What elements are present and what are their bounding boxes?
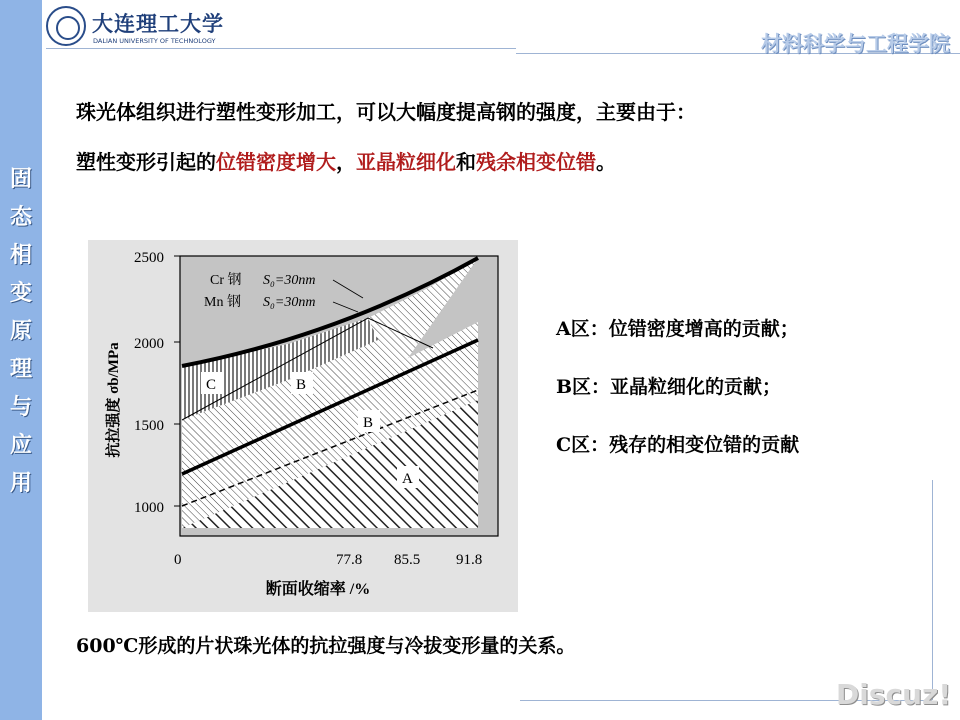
strength-chart [88,240,518,612]
intro-line-2 [76,146,616,175]
sidebar-char: 理 [9,356,32,382]
intro-separator: ， [336,150,356,174]
sidebar-char: 固 [9,166,32,192]
strength-chart-figure [88,240,518,612]
sidebar [0,0,42,720]
y-tick-label-1000: 1000 [134,500,164,516]
watermark: Discuz! [836,678,952,711]
sidebar-char: 原 [9,318,32,344]
region-label-a: A [402,471,413,487]
note-region-c: C区：残存的相变位错的贡献 [556,434,800,456]
legend-cr-param: S₀=30nm [263,273,316,288]
sidebar-char: 与 [9,394,32,420]
intro-and: 和 [456,150,476,174]
figure-caption: 600℃形成的片状珠光体的抗拉强度与冷拔变形量的关系。 [76,635,576,657]
region-label-c: C [206,377,217,393]
sidebar-char: 变 [9,280,32,306]
region-label-b1: B [296,377,307,393]
note-region-a: A区：位错密度增高的贡献； [556,318,799,340]
intro-prefix: 塑性变形引起的 [76,150,216,174]
intro-end: 。 [596,150,616,174]
y-tick-label-2000: 2000 [134,336,164,352]
highlight-subgrain-refinement: 亚晶粒细化 [356,150,456,174]
x-tick-label-85-5: 85.5 [394,552,421,568]
x-tick-label-0: 0 [174,552,182,568]
university-seal-icon [46,6,86,46]
x-tick-label-91-8: 91.8 [456,552,483,568]
sidebar-char: 态 [9,204,32,230]
region-label-b2: B [363,415,374,431]
header [42,0,960,60]
x-axis-label: 断面收缩率 /% [265,581,371,598]
university-logo [46,6,256,50]
legend-mn-steel: Mn 钢 [204,295,241,310]
school-name: 材料科学与工程学院 [761,31,950,56]
legend-cr-steel: Cr 钢 [210,273,242,288]
sidebar-char: 相 [9,242,32,268]
sidebar-title [0,160,42,502]
y-axis-label: 抗拉强度 σb/MPa [106,342,122,458]
highlight-residual-dislocations: 残余相变位错 [476,150,596,174]
note-region-b: B区：亚晶粒细化的贡献； [556,376,782,398]
intro-line-1: 珠光体组织进行塑性变形加工，可以大幅度提高钢的强度，主要由于： [76,100,696,124]
header-divider [46,48,516,49]
highlight-dislocation-density: 位错密度增大 [216,150,336,174]
y-tick-label-2500: 2500 [134,250,164,266]
logo-english-name: DALIAN UNIVERSITY OF TECHNOLOGY [93,37,216,45]
legend-mn-param: S₀=30nm [263,295,316,310]
footer-vertical-line [932,480,933,700]
x-tick-label-77-8: 77.8 [336,552,363,568]
sidebar-char: 应 [9,432,32,458]
y-tick-label-1500: 1500 [134,418,164,434]
sidebar-char: 用 [9,470,32,496]
logo-chinese-name: 大连理工大学 [92,11,224,36]
legend-label-cr [210,272,315,288]
